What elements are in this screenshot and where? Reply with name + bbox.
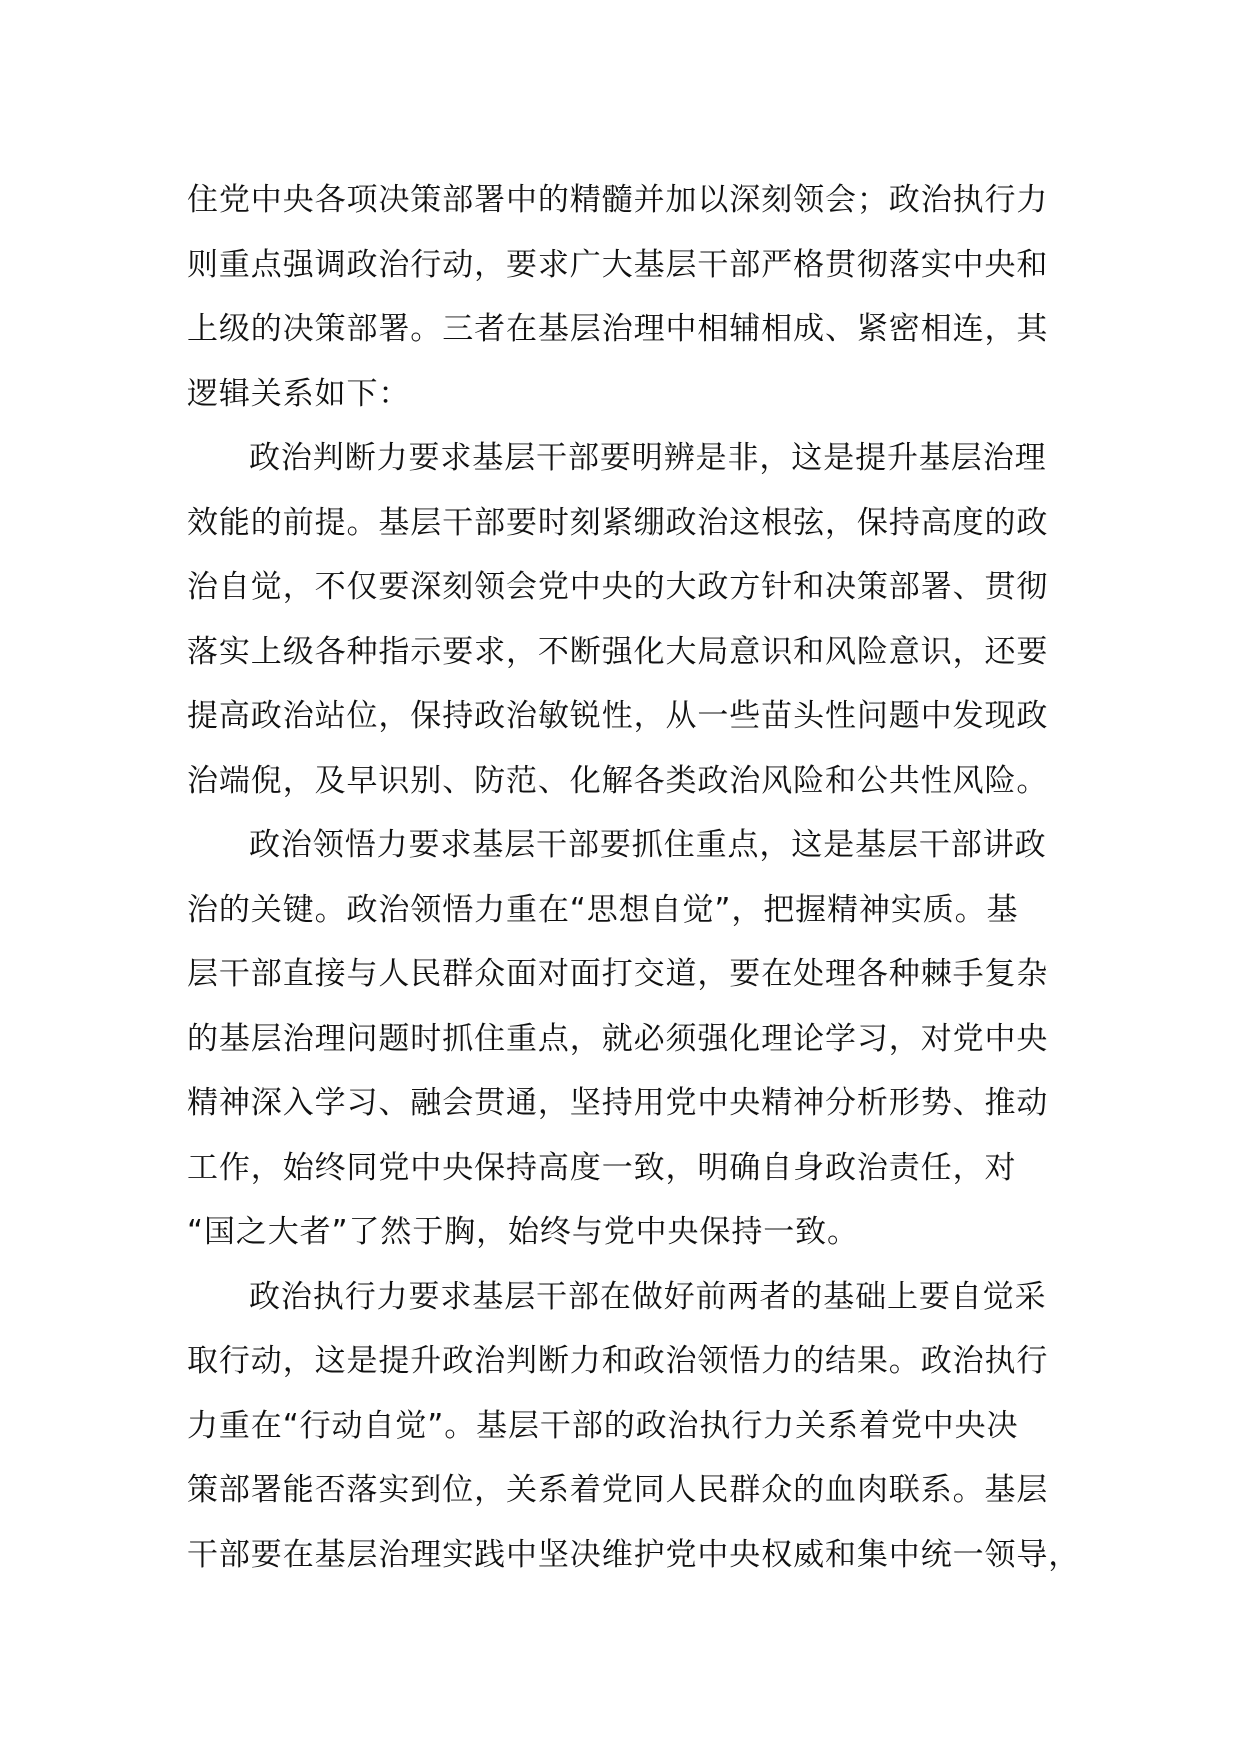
text-line: 则重点强调政治行动，要求广大基层干部严格贯彻落实中央和: [187, 246, 1049, 283]
text-line: 治端倪，及早识别、防范、化解各类政治风险和公共性风险。: [187, 762, 1049, 799]
text-line: 效能的前提。基层干部要时刻紧绷政治这根弦，保持高度的政: [187, 504, 1049, 541]
text-line: 策部署能否落实到位，关系着党同人民群众的血肉联系。基层: [187, 1472, 1049, 1508]
text-line: 提高政治站位，保持政治敏锐性，从一些苗头性问题中发现政: [187, 698, 1049, 734]
text-line: 力重在“行动自觉”。基层干部的政治执行力关系着党中央决: [187, 1407, 1019, 1444]
text-line: 住党中央各项决策部署中的精髓并加以深刻领会；政治执行力: [187, 182, 1049, 218]
text-line: 落实上级各种指示要求，不断强化大局意识和风险意识，还要: [187, 633, 1049, 670]
text-line: 逻辑关系如下：: [187, 375, 411, 412]
text-line: 取行动，这是提升政治判断力和政治领悟力的结果。政治执行: [187, 1343, 1049, 1379]
text-line: 上级的决策部署。三者在基层治理中相辅相成、紧密相连，其: [187, 311, 1049, 347]
text-line: 治的关键。政治领悟力重在“思想自觉”，把握精神实质。基: [187, 891, 1019, 928]
text-line: 层干部直接与人民群众面对面打交道，要在处理各种棘手复杂: [187, 956, 1049, 992]
text-line: 的基层治理问题时抓住重点，就必须强化理论学习，对党中央: [187, 1020, 1049, 1057]
body-text: [187, 168, 1081, 1587]
paragraph-first-line: 政治执行力要求基层干部在做好前两者的基础上要自觉采: [249, 1278, 1047, 1315]
text-line: 精神深入学习、融会贯通，坚持用党中央精神分析形势、推动: [187, 1085, 1049, 1121]
text-line: “国之大者”了然于胸，始终与党中央保持一致。: [187, 1214, 859, 1250]
text-line: 干部要在基层治理实践中坚决维护党中央权威和集中统一领导，: [187, 1536, 1081, 1573]
text-line: 治自觉，不仅要深刻领会党中央的大政方针和决策部署、贯彻: [187, 569, 1049, 605]
paragraph-first-line: 政治判断力要求基层干部要明辨是非，这是提升基层治理: [249, 440, 1047, 476]
paragraph-first-line: 政治领悟力要求基层干部要抓住重点，这是基层干部讲政: [249, 827, 1047, 863]
text-line: 工作，始终同党中央保持高度一致，明确自身政治责任，对: [187, 1149, 1017, 1186]
